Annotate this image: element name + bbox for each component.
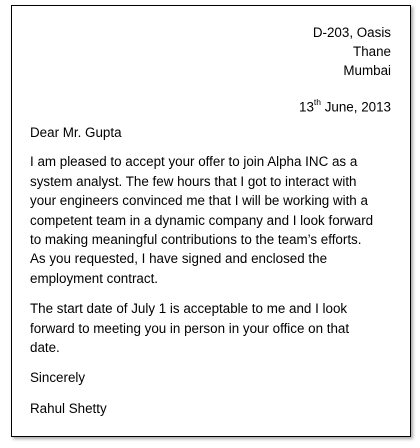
date-suffix: th xyxy=(313,97,321,107)
paragraph-1-line: your engineers convinced me that I will be working with a xyxy=(30,193,368,209)
paragraph-1-line: I am pleased to accept your offer to join Alpha INC as a xyxy=(30,154,358,170)
date-rest: June, 2013 xyxy=(321,99,391,115)
closing: Sincerely xyxy=(30,370,86,386)
date-day: 13 xyxy=(299,99,314,115)
paragraph-2-line: The start date of July 1 is acceptable to me and I look xyxy=(30,301,348,317)
paragraph-2-line: date. xyxy=(30,340,60,356)
paragraph-2-line: forward to meeting you in person in your office on that xyxy=(30,320,350,336)
paragraph-1-line: to making meaningful contributions to the team’s efforts. xyxy=(30,232,362,248)
address-line-2: Thane xyxy=(353,44,391,59)
paragraph-1-line: As you requested, I have signed and enclosed the xyxy=(30,251,328,267)
paragraph-1-line: competent team in a dynamic company and I look forward xyxy=(30,212,374,228)
sender-address xyxy=(313,23,391,80)
letter-page xyxy=(11,5,411,437)
paragraph-1 xyxy=(30,152,398,288)
address-line-1: D-203, Oasis xyxy=(312,25,391,40)
salutation: Dear Mr. Gupta xyxy=(30,125,122,140)
letter-body xyxy=(30,123,398,429)
paragraph-1-line: system analyst. The few hours that I got to interact with xyxy=(30,173,357,189)
address-line-3: Mumbai xyxy=(343,63,391,78)
signature-name: Rahul Shetty xyxy=(30,400,107,416)
letter-date xyxy=(299,94,391,116)
paragraph-2 xyxy=(30,299,398,357)
paragraph-1-line: employment contract. xyxy=(30,270,159,286)
